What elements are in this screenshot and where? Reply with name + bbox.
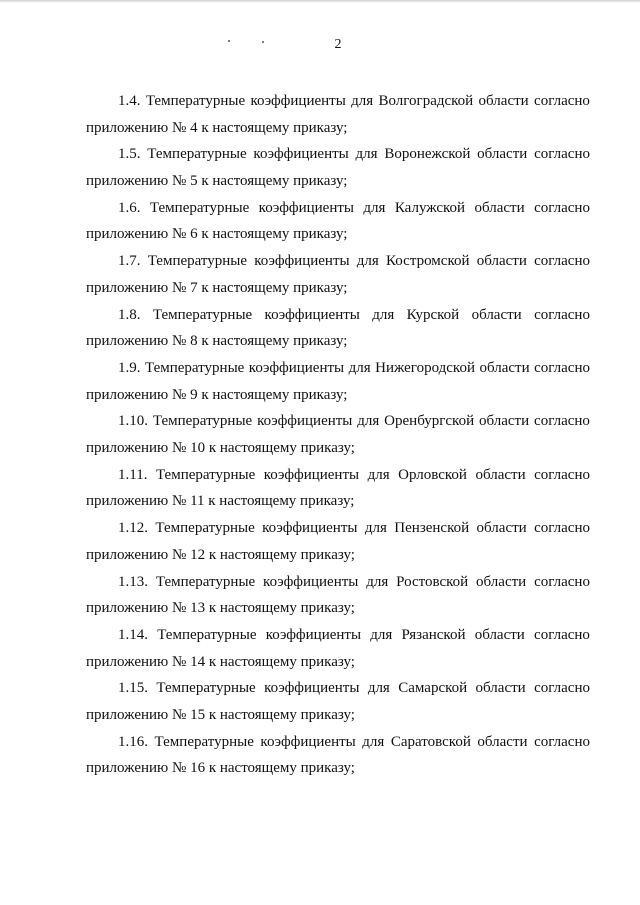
item-word: Температурные <box>154 733 254 750</box>
item-continuation: приложению № 7 к настоящему приказу; <box>86 279 348 296</box>
item-continuation: приложению № 15 к настоящему приказу; <box>86 707 355 723</box>
item-word: Температурные <box>157 626 257 643</box>
list-item <box>86 675 590 728</box>
list-item-first-line <box>86 88 590 115</box>
item-word: области <box>476 253 527 270</box>
item-word: Воронежской <box>384 146 471 163</box>
item-continuation: приложению № 6 к настоящему приказу; <box>86 226 348 243</box>
list-item <box>86 248 590 301</box>
list-item <box>86 515 590 568</box>
item-word: области <box>471 306 522 323</box>
item-continuation: приложению № 12 к настоящему приказу; <box>86 546 355 563</box>
item-word: Температурные <box>145 93 246 109</box>
item-word: коэффициенты <box>262 520 358 537</box>
item-word: Пензенской <box>394 520 470 537</box>
item-continuation: приложению № 11 к настоящему приказу; <box>86 493 355 510</box>
item-word: Орловской <box>398 466 467 483</box>
item-word: согласно <box>534 733 590 750</box>
item-word: коэффициенты <box>258 199 354 216</box>
item-word: области <box>474 626 525 643</box>
item-word: области <box>477 733 528 750</box>
item-word: для <box>372 306 395 323</box>
list-item <box>86 462 590 515</box>
item-word: коэффициенты <box>265 626 362 643</box>
item-word: Температурные <box>147 253 248 270</box>
item-number: 1.12. <box>118 520 148 537</box>
item-word: Температурные <box>155 466 256 483</box>
item-word: для <box>366 573 389 590</box>
item-continuation: приложению № 14 к настоящему приказу; <box>86 653 355 670</box>
list-item-first-line <box>86 622 590 649</box>
item-number: 1.11. <box>118 466 148 483</box>
list-item <box>86 729 590 782</box>
list-item <box>86 88 590 141</box>
item-number: 1.8. <box>118 306 141 323</box>
item-word: области <box>475 466 526 483</box>
item-word: согласно <box>534 573 590 590</box>
item-continuation: приложению № 13 к настоящему приказу; <box>86 600 355 617</box>
list-item <box>86 408 590 461</box>
page-number: 2 <box>334 37 342 52</box>
item-word: согласно <box>534 466 590 483</box>
item-number: 1.9. <box>118 359 141 376</box>
item-continuation: приложению № 4 к настоящему приказу; <box>86 119 348 136</box>
list-item-first-line <box>86 355 590 382</box>
item-word: области <box>474 199 525 216</box>
item-continuation: приложению № 10 к настоящему приказу; <box>86 440 355 457</box>
item-word: согласно <box>534 306 590 323</box>
item-word: Нижегородской <box>375 359 475 376</box>
item-word: области <box>477 146 528 163</box>
list-item-first-line <box>86 729 590 756</box>
item-word: Температурные <box>149 199 250 216</box>
item-word: области <box>475 680 526 697</box>
list-item-first-line <box>86 302 590 329</box>
list-item-first-line <box>86 515 590 542</box>
scan-edge <box>0 0 640 3</box>
item-word: области <box>479 413 530 430</box>
list-item <box>86 141 590 194</box>
list-item <box>86 569 590 622</box>
item-word: области <box>478 93 529 109</box>
item-number: 1.13. <box>118 573 148 590</box>
item-word: согласно <box>534 199 590 216</box>
item-word: Самарской <box>398 680 468 697</box>
item-word: для <box>362 733 385 750</box>
item-word: для <box>364 520 387 537</box>
item-continuation: приложению № 9 к настоящему приказу; <box>86 386 348 403</box>
item-word: для <box>355 146 378 163</box>
item-word: согласно <box>534 253 590 270</box>
item-number: 1.7. <box>118 253 141 270</box>
item-word: согласно <box>534 146 590 163</box>
item-word: Температурные <box>144 359 245 376</box>
list-item-first-line <box>86 569 590 596</box>
item-word: Ростовской <box>396 573 469 590</box>
numbered-list <box>86 88 590 782</box>
item-word: согласно <box>534 93 590 109</box>
item-word: согласно <box>534 520 590 537</box>
item-word: Саратовской <box>390 733 471 750</box>
list-item-first-line <box>86 195 590 222</box>
item-word: Курской <box>406 306 460 323</box>
item-word: области <box>476 573 527 590</box>
item-number: 1.14. <box>118 626 148 643</box>
item-continuation: приложению № 16 к настоящему приказу; <box>86 760 355 777</box>
item-word: согласно <box>534 680 590 697</box>
list-item <box>86 195 590 248</box>
item-word: Рязанской <box>401 626 466 643</box>
list-item-first-line <box>86 462 590 489</box>
item-number: 1.10. <box>118 413 148 430</box>
item-word: коэффициенты <box>257 413 353 430</box>
item-word: области <box>476 520 527 537</box>
item-continuation: приложению № 8 к настоящему приказу; <box>86 333 348 350</box>
item-word: коэффициенты <box>248 359 345 376</box>
list-item-first-line <box>86 675 590 702</box>
item-word: для <box>351 93 374 109</box>
item-word: коэффициенты <box>263 466 360 483</box>
item-word: Оренбургской <box>384 413 475 430</box>
item-word: Калужской <box>394 199 466 216</box>
item-word: согласно <box>534 359 590 376</box>
item-word: коэффициенты <box>250 93 346 109</box>
item-word: коэффициенты <box>264 306 360 323</box>
item-word: для <box>357 413 380 430</box>
item-word: Температурные <box>155 520 255 537</box>
item-word: коэффициенты <box>260 733 356 750</box>
item-word: для <box>370 626 393 643</box>
item-word: Температурные <box>152 413 253 430</box>
item-continuation: приложению № 5 к настоящему приказу; <box>86 173 348 190</box>
item-word: коэффициенты <box>253 146 349 163</box>
list-item-first-line <box>86 248 590 275</box>
item-word: коэффициенты <box>254 253 350 270</box>
item-number: 1.5. <box>118 146 141 163</box>
item-word: для <box>356 253 379 270</box>
item-number: 1.15. <box>118 680 148 697</box>
item-number: 1.6. <box>118 199 141 216</box>
item-word: коэффициенты <box>263 573 359 590</box>
item-word: для <box>363 199 386 216</box>
item-word: Температурные <box>156 680 256 697</box>
item-word: коэффициенты <box>264 680 360 697</box>
item-word: Температурные <box>152 306 253 323</box>
list-item <box>86 302 590 355</box>
item-word: Температурные <box>155 573 256 590</box>
item-number: 1.16. <box>118 733 148 750</box>
item-word: Костромской <box>386 253 470 270</box>
item-word: Температурные <box>147 146 247 163</box>
list-item <box>86 622 590 675</box>
item-word: согласно <box>534 413 590 430</box>
list-item-first-line <box>86 408 590 435</box>
item-number: 1.4. <box>118 93 141 109</box>
list-item-first-line <box>86 141 590 168</box>
item-word: согласно <box>534 626 590 643</box>
item-word: для <box>348 359 371 376</box>
item-word: Волгоградской <box>378 93 474 109</box>
list-item <box>86 355 590 408</box>
item-word: области <box>479 359 530 376</box>
item-word: для <box>367 680 390 697</box>
item-word: для <box>367 466 390 483</box>
